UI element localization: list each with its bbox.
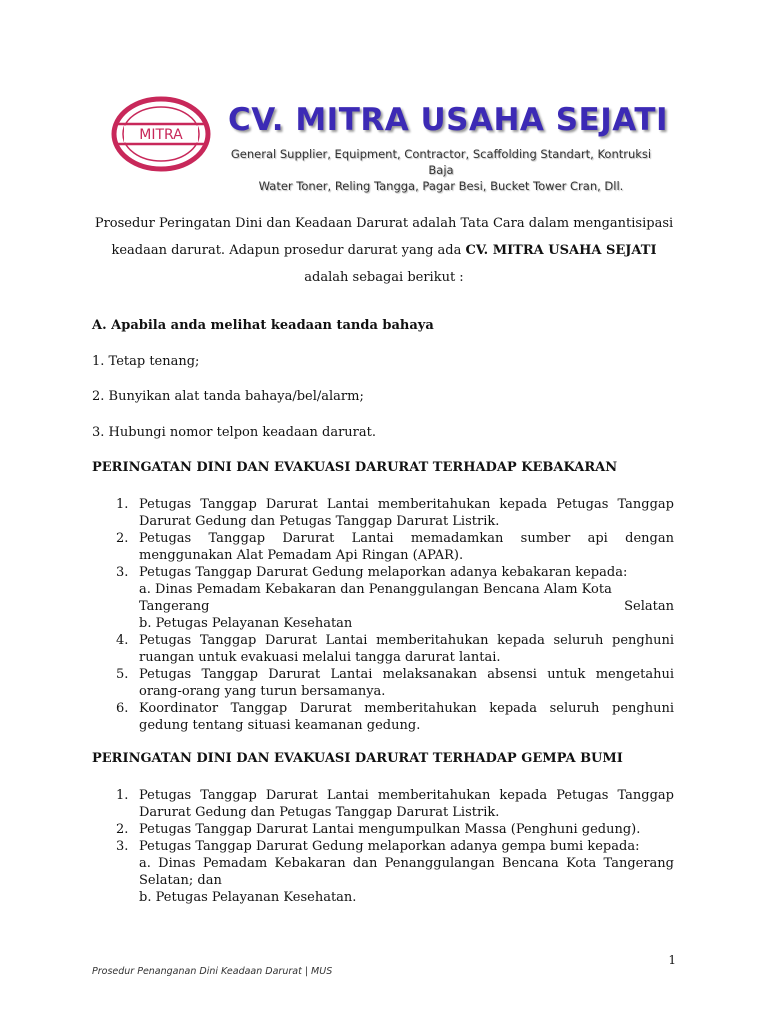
sub-item-b: b. Petugas Pelayanan Kesehatan <box>139 616 353 631</box>
list-text: Petugas Tanggap Darurat Lantai mengumpulkan Massa (Penghuni gedung). <box>139 822 641 837</box>
quake-section-heading: PERINGATAN DINI DAN EVAKUASI DARURAT TERHADAP GEMPA BUMI <box>92 751 623 766</box>
section-a-item: 1. Tetap tenang; <box>92 354 200 369</box>
list-item <box>92 632 674 666</box>
list-number: 1. <box>116 497 129 512</box>
sub-item-a-continued <box>139 598 674 615</box>
section-a-title: A. Apabila anda melihat keadaan tanda bahaya <box>92 318 434 333</box>
list-number: 4. <box>116 633 129 648</box>
tagline-line-1: General Supplier, Equipment, Contractor, Scaffolding Standart, Kontruksi Baja <box>230 147 652 177</box>
list-item <box>92 496 674 530</box>
company-tagline <box>226 146 656 194</box>
page-number: 1 <box>668 953 676 967</box>
fire-section-heading: PERINGATAN DINI DAN EVAKUASI DARURAT TERHADAP KEBAKARAN <box>92 460 618 475</box>
list-number: 2. <box>116 531 129 546</box>
list-text: Petugas Tanggap Darurat Lantai memberitahukan kepada seluruh penghuni ruangan untuk evakuasi melalui tangga darurat lantai. <box>139 633 674 665</box>
list-item <box>92 838 674 906</box>
section-a-item: 3. Hubungi nomor telpon keadaan darurat. <box>92 425 376 440</box>
company-logo <box>110 96 212 172</box>
list-item <box>92 787 674 821</box>
list-number: 5. <box>116 667 129 682</box>
logo-text: MITRA <box>139 127 183 143</box>
fire-procedure-list <box>92 496 674 734</box>
list-text: Petugas Tanggap Darurat Lantai memadamkan sumber api dengan menggunakan Alat Pemadam Api Ringan (APAR). <box>139 531 674 563</box>
list-text: Petugas Tanggap Darurat Lantai memberitahukan kepada Petugas Tanggap Darurat Gedung dan Petugas Tanggap Darurat Listrik. <box>139 497 674 529</box>
list-number: 2. <box>116 822 129 837</box>
intro-company-name: CV. MITRA USAHA SEJATI <box>465 243 657 258</box>
list-text: Petugas Tanggap Darurat Lantai memberitahukan kepada Petugas Tanggap Darurat Gedung dan Petugas Tanggap Darurat Listrik. <box>139 788 674 820</box>
sub-item-b: b. Petugas Pelayanan Kesehatan. <box>139 890 357 905</box>
list-number: 3. <box>116 565 129 580</box>
sub-item-a-right: Selatan <box>624 599 674 614</box>
list-number: 1. <box>116 788 129 803</box>
list-number: 3. <box>116 839 129 854</box>
intro-text-before: Prosedur Peringatan Dini dan Keadaan Darurat adalah Tata Cara dalam mengantisipasi keadaan darurat. Adapun prosedur darurat yang ada <box>94 216 674 258</box>
company-name: CV. MITRA USAHA SEJATI <box>228 102 669 138</box>
tagline-line-2: Water Toner, Reling Tangga, Pagar Besi, Bucket Tower Cran, Dll. <box>258 179 624 193</box>
quake-procedure-list <box>92 787 674 906</box>
list-text: Petugas Tanggap Darurat Gedung melaporkan adanya gempa bumi kepada: <box>139 839 640 854</box>
list-item <box>92 564 674 632</box>
list-item <box>92 700 674 734</box>
letterhead <box>108 94 668 194</box>
list-text: Koordinator Tanggap Darurat memberitahukan kepada seluruh penghuni gedung tentang situasi keamanan gedung. <box>139 701 674 733</box>
section-a-item: 2. Bunyikan alat tanda bahaya/bel/alarm; <box>92 389 364 404</box>
intro-text-after: adalah sebagai berikut : <box>304 270 464 285</box>
list-item <box>92 821 674 838</box>
sub-item-a-left: Tangerang <box>139 599 210 614</box>
list-number: 6. <box>116 701 129 716</box>
page-footer: Prosedur Penanganan Dini Keadaan Darurat | MUS <box>92 966 333 977</box>
list-item <box>92 666 674 700</box>
sub-item-a: a. Dinas Pemadam Kebakaran dan Penanggulangan Bencana Alam Kota <box>139 582 612 597</box>
intro-paragraph <box>92 210 676 291</box>
list-item <box>92 530 674 564</box>
list-text: Petugas Tanggap Darurat Gedung melaporkan adanya kebakaran kepada: <box>139 565 628 580</box>
list-text: Petugas Tanggap Darurat Lantai melaksanakan absensi untuk mengetahui orang-orang yang turun bersamanya. <box>139 667 674 699</box>
sub-item-a: a. Dinas Pemadam Kebakaran dan Penanggulangan Bencana Kota Tangerang Selatan; dan <box>139 856 674 888</box>
